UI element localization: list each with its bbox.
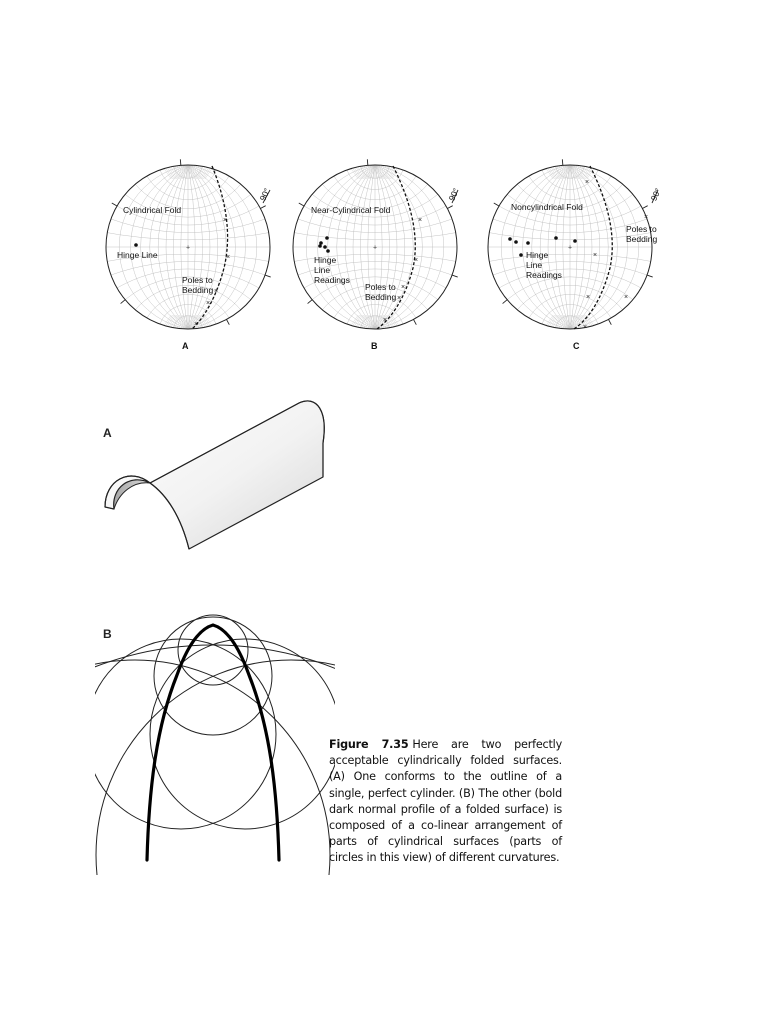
curvature-circle <box>150 639 335 829</box>
cylinder-figure-drawing <box>95 385 335 875</box>
figure-number: Figure 7.35 <box>329 738 409 751</box>
stereonet-b-hinge-label-3: Readings <box>314 275 350 285</box>
cylinder-figure-letter-b: B <box>103 627 112 641</box>
fold-profile-circles <box>95 615 335 875</box>
stereonet-tick <box>413 319 416 324</box>
stereonet-c-title: Noncylindrical Fold <box>511 202 583 212</box>
stereonet-c-strike-label: 90° <box>648 186 663 203</box>
cylinder-figure <box>95 385 335 875</box>
stereonet-c <box>0 0 768 370</box>
hinge-dot <box>554 236 558 240</box>
pole-mark: × <box>226 254 231 261</box>
stereonet-tick <box>265 275 271 277</box>
stereonet-center-mark: + <box>186 244 191 252</box>
figure-caption-text: Here are two perfectly acceptable cylindrically folded surfaces. (A) One conforms to the outline of a single, perfect cylinder. (B) The other (bold dark normal profile of a folded surface) is composed of a co-linear arrangement of parts of cylindrical surfaces (parts of circles in this view) of different curvatures. <box>329 738 562 865</box>
stereonet-tick <box>642 206 647 209</box>
stereonet-center-mark: + <box>373 244 378 252</box>
stereonet-tick <box>452 275 458 277</box>
stereonet-b-hinge-label-2: Line <box>314 265 331 275</box>
stereonet-tick <box>647 275 653 277</box>
stereonet-c-hinge-label-2: Line <box>526 260 543 270</box>
stereonet-tick <box>608 319 611 324</box>
hinge-dot <box>134 243 138 247</box>
stereonet-grid <box>0 0 768 370</box>
stereonet-grid <box>0 0 768 370</box>
stereonet-grid <box>0 0 768 370</box>
pole-mark: × <box>593 252 598 259</box>
figure-caption <box>329 737 562 867</box>
stereonet-c-hinge-label-3: Readings <box>526 270 562 280</box>
hinge-dot <box>326 249 330 253</box>
stereonet-a-strike-label: 90° <box>257 186 272 203</box>
hinge-dot <box>508 237 512 241</box>
curvature-circle <box>95 660 330 875</box>
stereonet-c-poles-label-1: Poles to <box>626 224 657 234</box>
stereonet-center-mark: + <box>568 244 573 252</box>
stereonet-c-poles-label-2: Bedding <box>626 234 658 244</box>
stereonet-tick <box>260 206 265 209</box>
curvature-circle <box>96 660 335 875</box>
pole-mark: × <box>223 217 228 224</box>
stereonet-a-hinge-label: Hinge Line <box>117 250 158 260</box>
pole-mark: × <box>624 294 629 301</box>
stereonet-a-poles-label-1: Poles to <box>182 275 213 285</box>
stereonet-b-poles-label-2: Bedding <box>365 292 397 302</box>
hinge-dot <box>573 239 577 243</box>
stereonet-tick <box>562 159 563 165</box>
stereonet-tick <box>121 300 126 304</box>
pole-mark: × <box>401 284 406 291</box>
stereonet-c-hinge-label-1: Hinge <box>526 250 549 260</box>
stereonet-tick <box>112 203 117 206</box>
pole-mark: × <box>414 257 419 264</box>
stereonet-a-title: Cylindrical Fold <box>123 205 182 215</box>
half-cylinder-shell <box>105 401 324 549</box>
pole-mark: × <box>586 294 591 301</box>
stereonet-c-panel-letter: C <box>573 341 580 351</box>
stereonet-b-panel-letter: B <box>371 341 378 351</box>
hinge-dot <box>526 241 530 245</box>
pole-mark: × <box>206 300 211 307</box>
stereonet-b-hinge-label-1: Hinge <box>314 255 337 265</box>
stereonet-a-poles-label-2: Bedding <box>182 285 214 295</box>
hinge-dot <box>514 240 518 244</box>
stereonet-tick <box>503 300 508 304</box>
pole-mark: × <box>383 317 388 324</box>
stereonet-a <box>0 0 768 370</box>
stereonet-b-poles-label-1: Poles to <box>365 282 396 292</box>
stereonet-a-panel-letter: A <box>182 341 189 351</box>
stereonet-tick <box>494 203 499 206</box>
curvature-circle <box>95 639 276 829</box>
bold-fold-profile <box>147 625 279 860</box>
stereonet-tick <box>299 203 304 206</box>
hinge-dot <box>318 244 322 248</box>
stereonet-tick <box>308 300 313 304</box>
stereonet-tick <box>180 159 181 165</box>
cylinder-figure-letter-a: A <box>103 426 112 440</box>
hinge-dot <box>323 245 327 249</box>
stereonet-row-drawing <box>0 0 768 370</box>
hinge-dot <box>325 236 329 240</box>
pole-mark: × <box>583 324 588 331</box>
curvature-circle <box>95 645 335 875</box>
hinge-dot <box>519 253 523 257</box>
pole-mark: × <box>194 321 199 328</box>
pole-mark: × <box>585 179 590 186</box>
stereonet-tick <box>226 319 229 324</box>
stereonet-tick <box>447 206 452 209</box>
pole-mark: × <box>214 288 219 295</box>
half-cylinder-outer-surface <box>105 401 324 549</box>
stereonet-b <box>0 0 768 370</box>
stereonet-b-title: Near-Cylindrical Fold <box>311 205 391 215</box>
pole-mark: × <box>644 214 649 221</box>
stereonet-b-strike-label: 90° <box>446 186 461 203</box>
stereonet-tick <box>367 159 368 165</box>
stereonet-row <box>0 0 768 370</box>
pole-mark: × <box>418 217 423 224</box>
pole-mark: × <box>397 295 402 302</box>
